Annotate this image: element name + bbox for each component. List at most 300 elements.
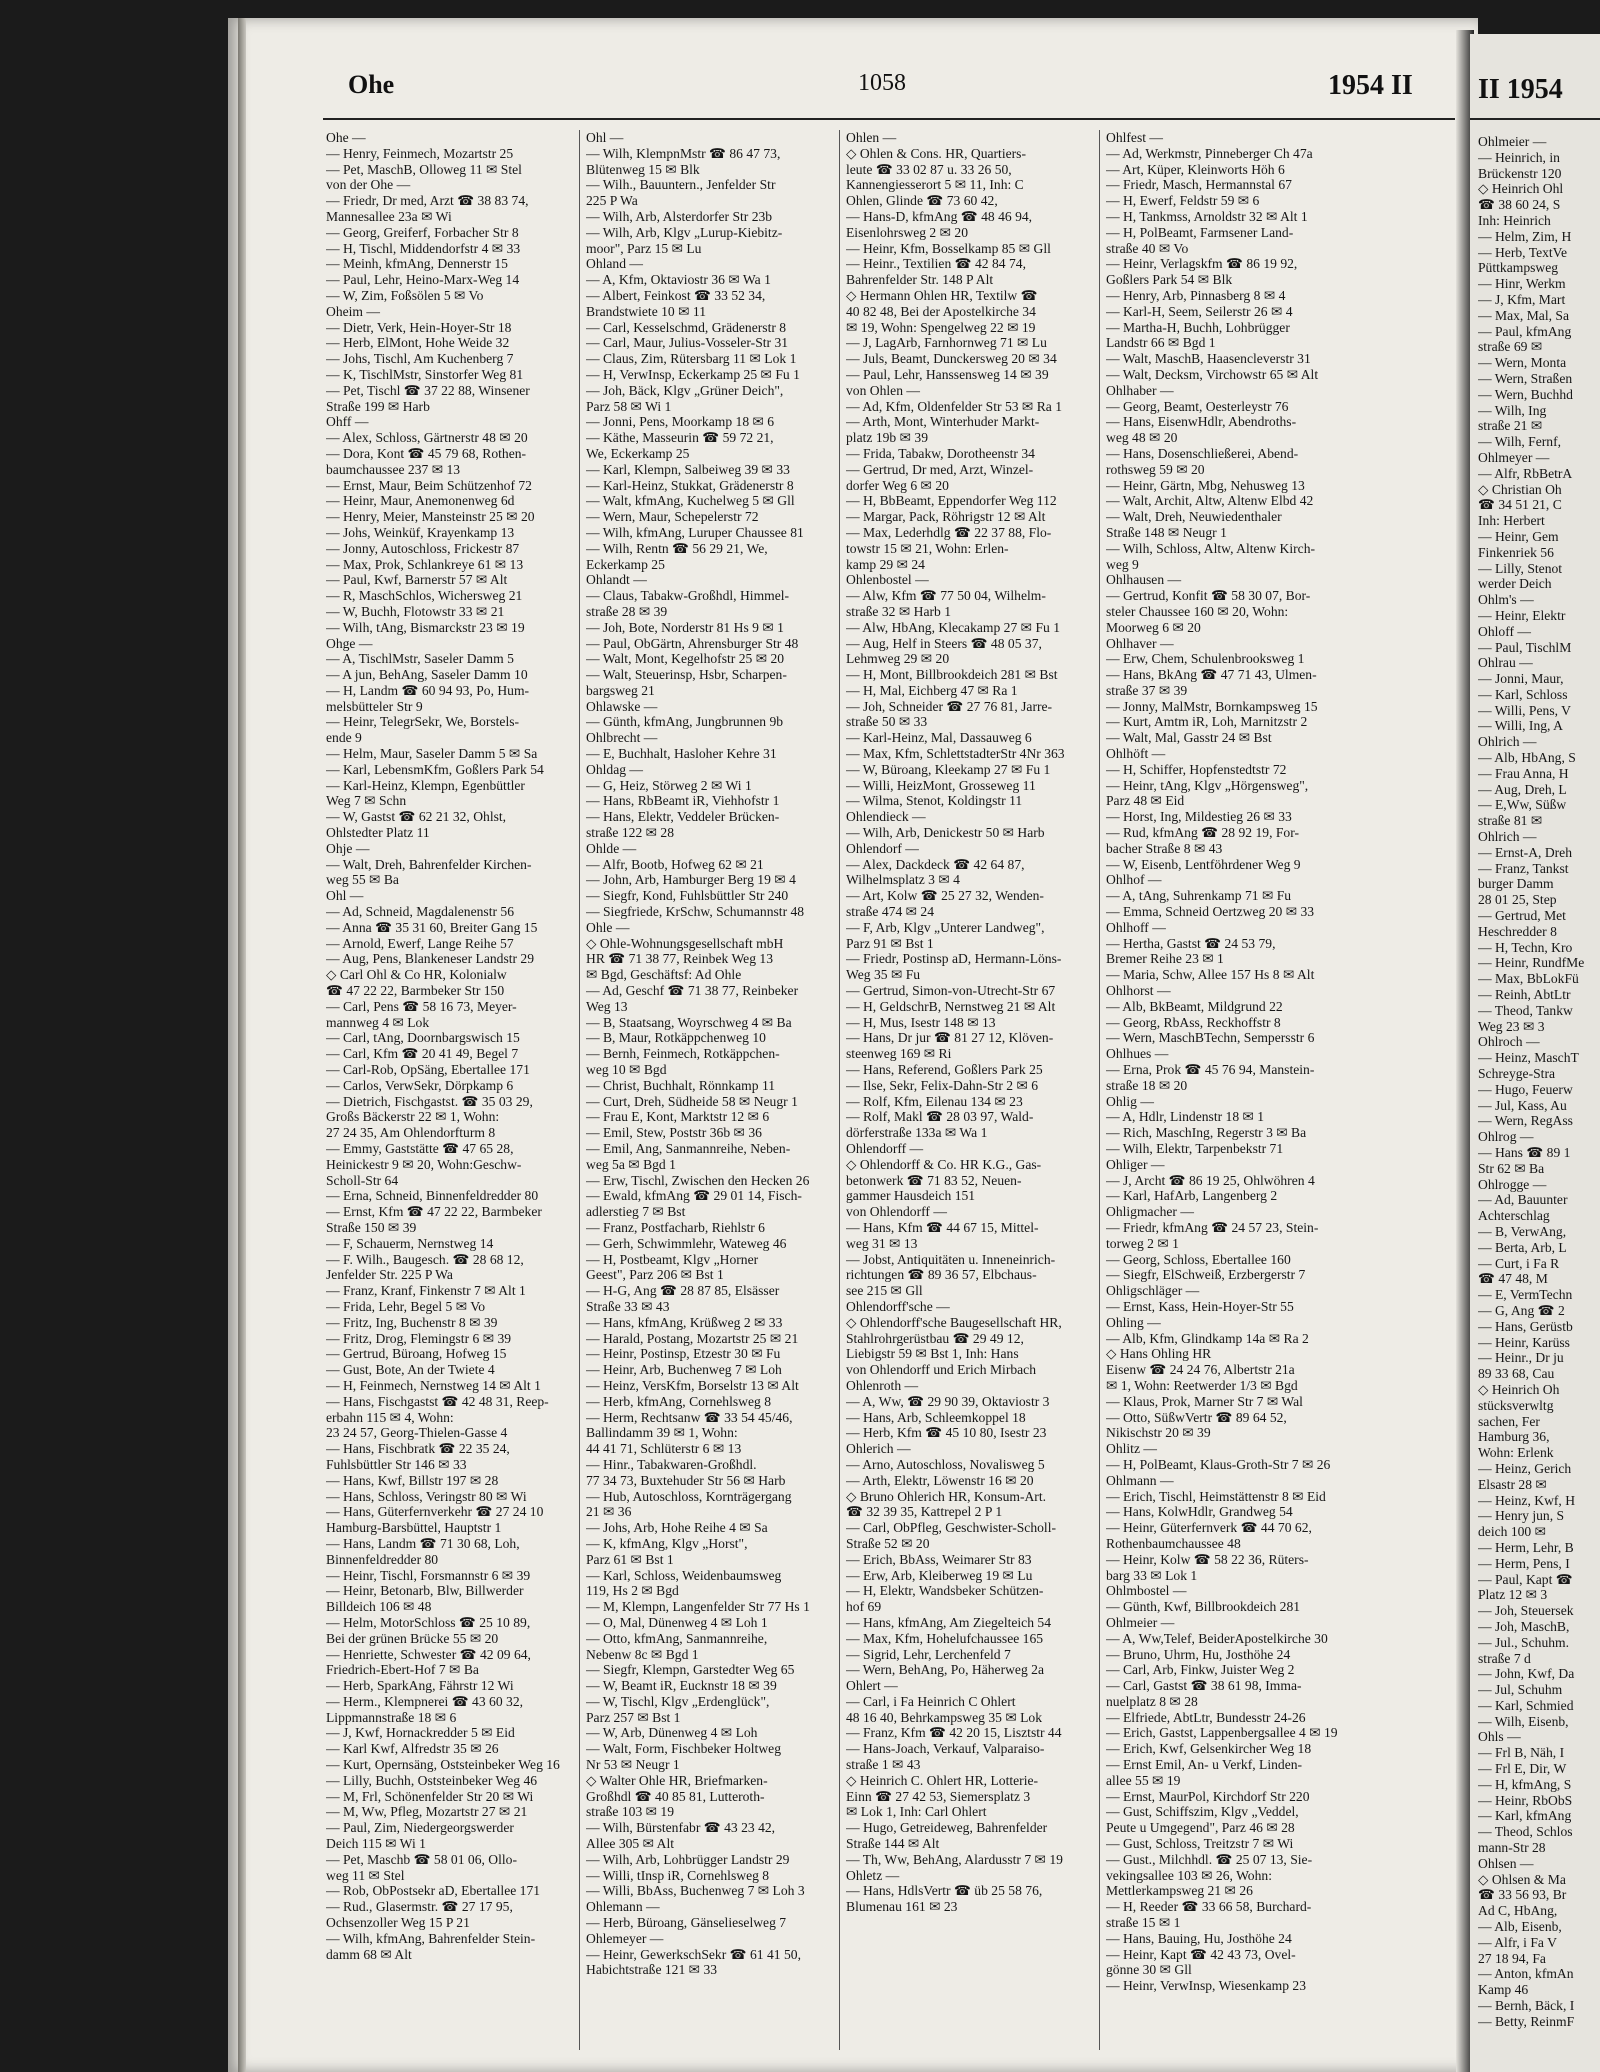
directory-entry: — Joh, Schneider ☎ 27 76 81, Jarre- [846,698,1053,714]
directory-entry: — Wilma, Stenot, Koldingstr 11 [846,793,1023,809]
directory-entry: straße 50 ✉ 33 [846,714,928,730]
directory-entry: — Alex, Schloss, Gärtnerstr 48 ✉ 20 [326,430,528,446]
directory-entry: Ohloff — [1478,623,1531,639]
directory-entry: Ohlerich — [846,1441,911,1457]
directory-entry: Wilhelmsplatz 3 ✉ 4 [846,872,960,888]
directory-entry: richtungen ☎ 89 36 57, Elbchaus- [846,1267,1037,1283]
directory-entry: — H, VerwInsp, Eckerkamp 25 ✉ Fu 1 [586,366,800,382]
directory-entry: burger Damm [1478,876,1554,892]
directory-entry: — Hans, Gerüstb [1478,1318,1573,1334]
directory-entry: Ohl — [586,130,624,145]
directory-entry: — Reinh, AbtLtr [1478,987,1571,1003]
directory-entry: — Willi, HeizMont, Grosseweg 11 [846,777,1036,793]
directory-entry: — Albert, Feinkost ☎ 33 52 34, [586,287,766,303]
directory-entry: — Jul, Kass, Au [1478,1097,1567,1113]
directory-entry: Straße 150 ✉ 39 [326,1219,417,1235]
directory-entry: Ohff — [326,414,369,430]
directory-entry: weg 55 ✉ Ba [326,872,399,888]
directory-entry: — A, Ww, ☎ 29 90 39, Oktaviostr 3 [846,1393,1050,1409]
directory-entry: — Walt, Archit, Altw, Altenw Elbd 42 [1106,493,1314,509]
directory-entry: — Franz, Kranf, Finkenstr 7 ✉ Alt 1 [326,1283,526,1299]
directory-entry: — Herb, Kfm ☎ 45 10 80, Isestr 23 [846,1425,1047,1441]
directory-entry: — G, Heiz, Störweg 2 ✉ Wi 1 [586,777,752,793]
directory-entry: Straße 148 ✉ Neugr 1 [1106,524,1227,540]
directory-entry: — Heinr, Gem [1478,528,1559,544]
directory-entry: — Meinh, kfmAng, Dennerstr 15 [326,256,508,272]
directory-entry: barg 33 ✉ Lok 1 [1106,1567,1198,1583]
directory-entry: allee 55 ✉ 19 [1106,1772,1181,1788]
directory-entry: Ohland — [586,256,644,272]
directory-entry: — Paul, kfmAng [1478,323,1572,339]
directory-entry: ◇ Ohlen & Cons. HR, Quartiers- [846,145,1026,161]
directory-entry: Ohlmeyer — [1478,449,1550,465]
directory-entry: — Wilh., Bauuntern., Jenfelder Str [586,177,776,193]
directory-entry: Weg 13 [586,998,628,1014]
directory-entry: — Hans, Referend, Goßlers Park 25 [846,1062,1043,1078]
directory-entry: — Heinz, MaschT [1478,1050,1579,1066]
directory-entry: — Alb, Kfm, Glindkamp 14a ✉ Ra 2 [1106,1330,1309,1346]
directory-entry: — Karl, LebensmKfm, Goßlers Park 54 [326,761,544,777]
directory-entry: Str 62 ✉ Ba [1478,1160,1545,1176]
directory-entry: damm 68 ✉ Alt [326,1946,412,1962]
directory-entry: ◇ Heinrich C. Ohlert HR, Lotterie- [846,1772,1039,1788]
directory-entry: — Kurt, Amtm iR, Loh, Marnitzstr 2 [1106,714,1308,730]
directory-entry: — Hans, Elektr, Veddeler Brücken- [586,809,780,825]
directory-entry: — Jul., Schuhm. [1478,1634,1570,1650]
directory-entry: — Frau Anna, H [1478,765,1569,781]
directory-entry: Weg 35 ✉ Fu [846,967,921,983]
directory-entry: Ohge — [326,635,373,651]
directory-entry: — Max, Mal, Sa [1478,307,1569,323]
directory-column-1 [326,130,574,1962]
directory-entry: — R, MaschSchlos, Wichersweg 21 [326,588,523,604]
directory-entry: — W, Arb, Dünenweg 4 ✉ Loh [586,1725,758,1741]
directory-entry: von Ohlendorff — [846,1204,947,1220]
directory-entry: — M, Ww, Pfleg, Mozartstr 27 ✉ 21 [326,1804,528,1820]
directory-entry: — B, Staatsang, Woyrschweg 4 ✉ Ba [586,1014,792,1030]
directory-entry: — H, Postbeamt, Klgv „Horner [586,1251,759,1267]
directory-entry: deich 100 ✉ [1478,1524,1547,1540]
directory-entry: — Rolf, Makl ☎ 28 03 97, Wald- [846,1109,1034,1125]
directory-entry: — Aug, Pens, Blankeneser Landstr 29 [326,951,535,967]
directory-entry: Ohlemeyer — [586,1930,664,1946]
directory-entry: — Hertha, Gastst ☎ 24 53 79, [1106,935,1276,951]
directory-entry: — Pet, Maschb ☎ 58 01 06, Ollo- [326,1851,517,1867]
directory-entry: Stahlrohrgerüstbau ☎ 29 49 12, [846,1330,1024,1346]
directory-entry: — Ernst, Kfm ☎ 47 22 22, Barmbeker [326,1204,542,1220]
directory-entry: Ohlen, Glinde ☎ 73 60 42, [846,193,998,209]
directory-entry: Weg 23 ✉ 3 [1478,1018,1545,1034]
directory-entry: Ohlhausen — [1106,572,1182,588]
directory-entry: — Hugo, Feuerw [1478,1081,1573,1097]
directory-entry: — Gust., Milchhdl. ☎ 25 07 13, Sie- [1106,1851,1313,1867]
directory-entry: — Hans, kfmAng, Am Ziegelteich 54 [846,1614,1052,1630]
directory-entry: straße 122 ✉ 28 [586,825,675,841]
directory-entry: Ballindamm 39 ✉ 1, Wohn: [586,1425,738,1441]
directory-entry: Nr 53 ✉ Neugr 1 [586,1757,680,1773]
directory-entry: — Ernst, MaurPol, Kirchdorf Str 220 [1106,1788,1310,1804]
directory-entry: — Ad, Schneid, Magdalenenstr 56 [326,904,515,920]
directory-entry: Heinickestr 9 ✉ 20, Wohn:Geschw- [326,1156,522,1172]
directory-entry: — Alw, Kfm ☎ 77 50 04, Wilhelm- [846,588,1046,604]
directory-entry: Ad C, HbAng, [1478,1903,1558,1919]
directory-entry: Inh: Herbert [1478,513,1545,529]
directory-entry: — H, Mont, Billbrookdeich 281 ✉ Bst [846,667,1058,683]
directory-entry: weg 11 ✉ Stel [326,1867,405,1883]
directory-entry: Friedrich-Ebert-Hof 7 ✉ Ba [326,1662,479,1678]
directory-entry: 21 ✉ 36 [586,1504,632,1520]
directory-column-2 [586,130,834,1978]
directory-entry: ende 9 [326,730,362,746]
directory-entry: — Willi, Pens, V [1478,702,1571,718]
directory-entry: towstr 15 ✉ 21, Wohn: Erlen- [846,540,1009,556]
directory-entry: — Franz, Kfm ☎ 42 20 15, Lisztstr 44 [846,1725,1062,1741]
directory-entry: — Hans, Kfm ☎ 44 67 15, Mittel- [846,1219,1039,1235]
directory-entry: — Hinr., Tabakwaren-Großhdl. [586,1456,757,1472]
directory-entry: Moorweg 6 ✉ 20 [1106,619,1201,635]
directory-entry: Ohlhaber — [1106,382,1174,398]
directory-entry: Bei der grünen Brücke 55 ✉ 20 [326,1630,499,1646]
directory-entry: — Georg, RbAss, Reckhoffstr 8 [1106,1014,1281,1030]
directory-entry: weg 48 ✉ 20 [1106,430,1178,446]
directory-entry: Straße 33 ✉ 43 [586,1298,670,1314]
directory-entry: — Erw, Arb, Kleiberweg 19 ✉ Lu [846,1567,1033,1583]
directory-entry: — Paul, Lehr, Heino-Marx-Weg 14 [326,272,520,288]
directory-entry: Püttkampsweg [1478,260,1559,276]
directory-entry: — Ad, Werkmstr, Pinneberger Ch 47a [1106,145,1313,161]
directory-entry: Ohje — [326,840,370,856]
directory-entry: — Walt, Mal, Gasstr 24 ✉ Bst [1106,730,1272,746]
directory-entry: baumchaussee 237 ✉ 13 [326,461,461,477]
directory-entry: Jenfelder Str. 225 P Wa [326,1267,453,1283]
directory-entry: Lehmweg 29 ✉ 20 [846,651,950,667]
directory-entry: — Wilh, Schloss, Altw, Altenw Kirch- [1106,540,1316,556]
directory-entry: — Wilh, Bürstenfabr ☎ 43 23 42, [586,1820,776,1836]
directory-entry: — Carl, ObPfleg, Geschwister-Scholl- [846,1520,1057,1536]
directory-entry: — Wern, RegAss [1478,1113,1573,1129]
directory-entry: — Alfr, RbBetrA [1478,465,1573,481]
directory-entry: — Fritz, Drog, Flemingstr 6 ✉ 39 [326,1330,512,1346]
book-binding [238,18,246,2072]
directory-entry: Ohlstedter Platz 11 [326,825,430,841]
directory-entry: — Johs, Tischl, Am Kuchenberg 7 [326,351,514,367]
directory-entry: — Art, Kolw ☎ 25 27 32, Wenden- [846,888,1044,904]
directory-entry: Ohlen — [846,130,897,145]
directory-entry: Großhdl ☎ 40 85 81, Lutteroth- [586,1788,765,1804]
directory-entry: — H, Tankmss, Arnoldstr 32 ✉ Alt 1 [1106,208,1308,224]
directory-entry: — Pet, Tischl ☎ 37 22 88, Winsener [326,382,530,398]
directory-entry: Ohlrich — [1478,829,1537,845]
directory-entry: — Ad, Kfm, Oldenfelder Str 53 ✉ Ra 1 [846,398,1063,414]
directory-entry: — Herb, SparkAng, Fährstr 12 Wi [326,1678,514,1694]
directory-entry: — Carl, tAng, Doornbargswisch 15 [326,1030,520,1046]
directory-entry: — Frau E, Kont, Marktstr 12 ✉ 6 [586,1109,770,1125]
directory-entry: — Max, Prok, Schlankreye 61 ✉ 13 [326,556,524,572]
directory-entry: ◇ Ohle-Wohnungsgesellschaft mbH [586,935,784,951]
directory-entry: — Karl, Schloss, Weidenbaumsweg [586,1567,782,1583]
directory-entry: — Joh, Bäck, Klgv „Grüner Deich", [586,382,784,398]
directory-entry: — Carl, Arb, Finkw, Juister Weg 2 [1106,1662,1295,1678]
directory-entry: — Heinr, TelegrSekr, We, Borstels- [326,714,520,730]
directory-entry: — H, PolBeamt, Klaus-Groth-Str 7 ✉ 26 [1106,1456,1331,1472]
directory-entry: — A, TischlMstr, Saseler Damm 5 [326,651,514,667]
directory-entry: Ohlsen — [1478,1855,1534,1871]
directory-entry: — Hugo, Getreideweg, Bahrenfelder [846,1820,1048,1836]
directory-entry: — Siegfr, Kond, Fuhlsbüttler Str 240 [586,888,789,904]
directory-entry: — Alb, Eisenb, [1478,1919,1562,1935]
directory-entry: — Karl, Klempn, Salbeiweg 39 ✉ 33 [586,461,790,477]
directory-entry: weg 10 ✉ Bgd [586,1062,667,1078]
directory-entry: — Karl, Schmied [1478,1697,1574,1713]
directory-entry: Ohlrau — [1478,655,1533,671]
directory-entry: Ohlm's — [1478,592,1534,608]
directory-entry: — Wern, Monta [1478,355,1567,371]
directory-entry: — Carl, Kfm ☎ 20 41 49, Begel 7 [326,1046,519,1062]
directory-entry: Ohlmbostel — [1106,1583,1187,1599]
directory-entry: — Erich, Tischl, Heimstättenstr 8 ✉ Eid [1106,1488,1326,1504]
directory-entry: — Herm, Pens, I [1478,1555,1570,1571]
column-divider [1099,130,1100,2050]
directory-entry: — Lilly, Stenot [1478,560,1563,576]
directory-entry: — E,Ww, Süßw [1478,797,1567,813]
directory-entry: Binnenfeldredder 80 [326,1551,439,1567]
directory-entry: — Klaus, Prok, Marner Str 7 ✉ Wal [1106,1393,1303,1409]
directory-entry: straße 28 ✉ 39 [586,603,668,619]
directory-entry: — Friedr, Postinsp aD, Hermann-Löns- [846,951,1062,967]
directory-entry: — Horst, Ing, Mildestieg 26 ✉ 33 [1106,809,1292,825]
directory-entry: — Fritz, Ing, Buchenstr 8 ✉ 39 [326,1314,498,1330]
directory-entry: Ohlandt — [586,572,647,588]
directory-entry: Ohlendieck — [846,809,926,825]
directory-entry: — H, PolBeamt, Farmsener Land- [1106,224,1294,240]
directory-entry: — Heinr, VerwInsp, Wiesenkamp 23 [1106,1978,1307,1994]
directory-entry: — Henry, Meier, Mansteinstr 25 ✉ 20 [326,509,535,525]
directory-entry: — Herb, ElMont, Hohe Weide 32 [326,335,510,351]
directory-entry: — Bernh, Bäck, I [1478,1998,1575,2014]
directory-entry: — H, BbBeamt, Eppendorfer Weg 112 [846,493,1057,509]
directory-entry: — Heinr, Kolw ☎ 58 22 36, Rüters- [1106,1551,1309,1567]
directory-entry: — Siegfr, ElSchweiß, Erzbergerstr 7 [1106,1267,1306,1283]
directory-entry: Deich 115 ✉ Wi 1 [326,1836,426,1852]
directory-entry: — H, Elektr, Wandsbeker Schützen- [846,1583,1044,1599]
page-number: 1058 [858,70,906,96]
directory-entry: — Lilly, Buchh, Oststeinbeker Weg 46 [326,1772,538,1788]
directory-entry: sachen, Fer [1478,1413,1540,1429]
directory-entry: straße 40 ✉ Vo [1106,240,1189,256]
directory-entry: — Dora, Kont ☎ 45 79 68, Rothen- [326,445,527,461]
directory-entry: — H, Mal, Eichberg 47 ✉ Ra 1 [846,682,1018,698]
directory-entry: — Johs, Arb, Hohe Reihe 4 ✉ Sa [586,1520,768,1536]
directory-entry: — Wern, MaschBTechn, Sempersstr 6 [1106,1030,1315,1046]
directory-entry: — Heinr, Karüss [1478,1334,1570,1350]
directory-entry: — Erich, Kwf, Gelsenkircher Weg 18 [1106,1741,1312,1757]
directory-entry: — A jun, BehAng, Saseler Damm 10 [326,667,528,683]
directory-entry: betonwerk ☎ 71 83 52, Neuen- [846,1172,1022,1188]
directory-entry: — W, Gastst ☎ 62 21 32, Ohlst, [326,809,507,825]
directory-entry: — Günth, Kwf, Billbrookdeich 281 [1106,1599,1301,1615]
directory-entry: — Hans, Dr jur ☎ 81 27 12, Klöven- [846,1030,1054,1046]
directory-entry: ✉ Lok 1, Inh: Carl Ohlert [846,1804,987,1820]
directory-entry: — Emil, Ang, Sanmannreihe, Neben- [586,1141,791,1156]
directory-entry: Parz 48 ✉ Eid [1106,793,1185,809]
directory-entry: — Karl, kfmAng [1478,1808,1572,1824]
directory-entry: — Margar, Pack, Röhrigstr 12 ✉ Alt [846,509,1046,525]
directory-entry: — Juls, Beamt, Dunckersweg 20 ✉ 34 [846,351,1057,367]
directory-entry: — H, Techn, Kro [1478,939,1573,955]
directory-entry: — Frida, Tabakw, Dorotheenstr 34 [846,445,1035,461]
directory-entry: Ohls — [1478,1729,1521,1745]
directory-entry: — Alw, HbAng, Klecakamp 27 ✉ Fu 1 [846,619,1061,635]
directory-entry: — W, Beamt iR, Eucknstr 18 ✉ 39 [586,1678,777,1694]
directory-entry: Ohlendorff — [846,1141,924,1156]
directory-entry: — Otto, kfmAng, Sanmannreihe, [586,1630,768,1646]
directory-entry: 89 33 68, Cau [1478,1366,1555,1382]
directory-entry: Ohlendorf — [846,840,919,856]
directory-entry: — Rob, ObPostsekr aD, Ebertallee 171 [326,1883,541,1899]
directory-entry: — Wilh, tAng, Bismarckstr 23 ✉ 19 [326,619,525,635]
directory-entry: — Walt, Form, Fischbeker Holtweg [586,1741,781,1757]
directory-entry: — Theod, Schlos [1478,1824,1573,1840]
directory-entry: 77 34 73, Buxtehuder Str 56 ✉ Harb [586,1472,786,1488]
directory-entry: — Pet, MaschB, Olloweg 11 ✉ Stel [326,161,522,177]
directory-entry: Parz 58 ✉ Wi 1 [586,398,672,414]
directory-entry: ◇ Walter Ohle HR, Briefmarken- [586,1772,768,1788]
directory-entry: ◇ Ohlendorff'sche Baugesellschaft HR, [846,1314,1062,1330]
directory-entry: mannweg 4 ✉ Lok [326,1014,430,1030]
directory-entry: — Willi, BbAss, Buchenweg 7 ✉ Loh 3 [586,1883,805,1899]
directory-entry: ◇ Hans Ohling HR [1106,1346,1212,1362]
directory-entry: — Georg, Greiferf, Forbacher Str 8 [326,224,519,240]
directory-entry: — Hinr, Werkm [1478,276,1566,292]
directory-entry: — Joh, Steuersek [1478,1603,1574,1619]
directory-entry: gönne 30 ✉ Gll [1106,1962,1192,1978]
directory-entry: — J, Kwf, Hornackredder 5 ✉ Eid [326,1725,515,1741]
directory-entry: — A, Hdlr, Lindenstr 18 ✉ 1 [1106,1109,1265,1125]
directory-entry: — Betty, ReinmF [1478,2013,1575,2029]
directory-entry: Straße 144 ✉ Alt [846,1836,940,1852]
directory-entry: — Friedr, kfmAng ☎ 24 57 23, Stein- [1106,1219,1319,1235]
directory-entry: dorfer Weg 6 ✉ 20 [846,477,949,493]
directory-entry: — Erich, Gastst, Lappenbergsallee 4 ✉ 19 [1106,1725,1338,1741]
directory-entry: Ohlhaver — [1106,635,1174,651]
directory-entry: — Frl B, Näh, I [1478,1745,1565,1761]
directory-entry: steler Chaussee 160 ✉ 20, Wohn: [1106,603,1289,619]
directory-entry: — Walt, Decksm, Virchowstr 65 ✉ Alt [1106,366,1319,382]
directory-entry: — Gust, Bote, An der Twiete 4 [326,1362,495,1378]
directory-entry: — Wilh, Rentn ☎ 56 29 21, We, [586,540,768,556]
directory-entry: Ohliger — [1106,1156,1165,1172]
directory-entry: — Paul, ObGärtn, Ahrensburger Str 48 [586,635,799,651]
directory-entry: hof 69 [846,1599,882,1615]
directory-entry: — Th, Ww, BehAng, Alardusstr 7 ✉ 19 [846,1851,1063,1867]
directory-entry: — F, Schauerm, Nernstweg 14 [326,1235,494,1251]
directory-entry: Ohlawske — [586,698,658,714]
directory-entry: Finkenriek 56 [1478,544,1554,560]
directory-entry: Ohlhorst — [1106,983,1171,999]
directory-entry: Weg 7 ✉ Schn [326,793,407,809]
directory-entry: Ohlhöft — [1106,746,1166,762]
directory-entry: — Heinr, Kfm, Bosselkamp 85 ✉ Gll [846,240,1051,256]
directory-entry: — Carlos, VerwSekr, Dörpkamp 6 [326,1077,514,1093]
directory-entry: — J, Kfm, Mart [1478,291,1566,307]
directory-entry: — Alfr, Bootb, Hofweg 62 ✉ 21 [586,856,764,872]
next-page-column [1478,134,1600,2030]
directory-entry: — Friedr, Dr med, Arzt ☎ 38 83 74, [326,193,529,209]
directory-entry: — H, Feinmech, Nernstweg 14 ✉ Alt 1 [326,1377,541,1393]
directory-entry: — H, kfmAng, S [1478,1776,1572,1792]
directory-entry: Blütenweg 15 ✉ Blk [586,161,700,177]
directory-entry: — Kurt, Opernsäng, Oststeinbeker Weg 16 [326,1757,560,1773]
directory-entry: Ohligschläger — [1106,1283,1200,1299]
directory-entry: Nikischstr 20 ✉ 39 [1106,1425,1211,1441]
directory-entry: — Carl, Gastst ☎ 38 61 98, Imma- [1106,1678,1302,1694]
directory-entry: Bahrenfelder Str. 148 P Alt [846,272,994,288]
directory-entry: — Walt, kfmAng, Kuchelweg 5 ✉ Gll [586,493,795,509]
directory-entry: straße 21 ✉ [1478,418,1543,434]
directory-entry: — F. Wilh., Baugesch. ☎ 28 68 12, [326,1251,524,1267]
directory-entry: Ohlmeier — [1106,1614,1175,1630]
directory-entry: — E, VermTechn [1478,1287,1573,1303]
directory-entry: — Anna ☎ 35 31 60, Breiter Gang 15 [326,919,538,935]
directory-entry: ☎ 47 48, M [1478,1271,1548,1287]
directory-entry: ☎ 32 39 35, Kattrepel 2 P 1 [846,1504,1003,1520]
directory-entry: Eisenw ☎ 24 24 76, Albertstr 21a [1106,1362,1295,1378]
directory-entry: — Otto, SüßwVertr ☎ 89 64 52, [1106,1409,1287,1425]
directory-entry: bacher Straße 8 ✉ 43 [1106,840,1223,856]
directory-entry: Ohlrog — [1478,1129,1534,1145]
directory-entry: — Heinr, RbObS [1478,1792,1573,1808]
directory-entry: — Martha-H, Buchh, Lohbrügger [1106,319,1290,335]
directory-entry: — Hans, Fischbratk ☎ 22 35 24, [326,1441,510,1457]
directory-entry: ◇ Hermann Ohlen HR, Textilw ☎ [846,287,1038,303]
directory-entry: — Ad, Bauunter [1478,1192,1568,1208]
directory-entry: adlerstieg 7 ✉ Bst [586,1204,686,1220]
directory-entry: — A, Kfm, Oktaviostr 36 ✉ Wa 1 [586,272,771,288]
directory-entry: — Carl-Rob, OpSäng, Ebertallee 171 [326,1062,530,1078]
directory-entry: 225 P Wa [586,193,638,209]
directory-entry: Kannengiesserort 5 ✉ 11, Inh: C [846,177,1024,193]
directory-entry: — Hub, Autoschloss, Kornträgergang [586,1488,792,1504]
directory-entry: — Heinr, Postinsp, Etzestr 30 ✉ Fu [586,1346,781,1362]
directory-entry: — Helm, Zim, H [1478,228,1572,244]
directory-entry: — Wilh, kfmAng, Bahrenfelder Stein- [326,1930,536,1946]
directory-entry: von Ohlen — [846,382,921,398]
directory-entry: — Elfriede, AbtLtr, Bundesstr 24-26 [1106,1709,1306,1725]
directory-entry: — Bernh, Feinmech, Rotkäppchen- [586,1046,780,1062]
directory-entry: — Arno, Autoschloss, Novalisweg 5 [846,1456,1045,1472]
directory-entry: — Hans, Schloss, Veringstr 80 ✉ Wi [326,1488,527,1504]
directory-entry: — Walt, Dreh, Bahrenfelder Kirchen- [326,856,532,872]
directory-entry: — Heinr, Elektr [1478,607,1566,623]
directory-entry: ☎ 38 60 24, S [1478,197,1561,213]
directory-entry: ☎ 33 56 93, Br [1478,1887,1567,1903]
directory-entry: Parz 61 ✉ Bst 1 [586,1551,674,1567]
directory-entry: 44 41 71, Schlüterstr 6 ✉ 13 [586,1441,742,1457]
directory-entry: — Gust, Schloss, Treitzstr 7 ✉ Wi [1106,1836,1294,1852]
directory-entry: — Karl Kwf, Alfredstr 35 ✉ 26 [326,1741,499,1757]
directory-entry: — Arth, Elektr, Löwenstr 16 ✉ 20 [846,1472,1034,1488]
directory-entry: Ochsenzoller Weg 15 P 21 [326,1915,470,1931]
directory-entry: — G, Ang ☎ 2 [1478,1302,1565,1318]
directory-entry: Ohlhof — [1106,872,1162,888]
directory-entry: — Emma, Schneid Oertzweg 20 ✉ 33 [1106,904,1315,920]
directory-entry: Ohl — [326,888,364,904]
directory-entry: 23 24 57, Georg-Thielen-Gasse 4 [326,1425,508,1441]
directory-entry: Ohlig — [1106,1093,1154,1109]
directory-entry: — H, Mus, Isestr 148 ✉ 13 [846,1014,996,1030]
directory-entry: Ohlde — [586,840,637,856]
directory-entry: ◇ Heinrich Ohl [1478,181,1564,197]
